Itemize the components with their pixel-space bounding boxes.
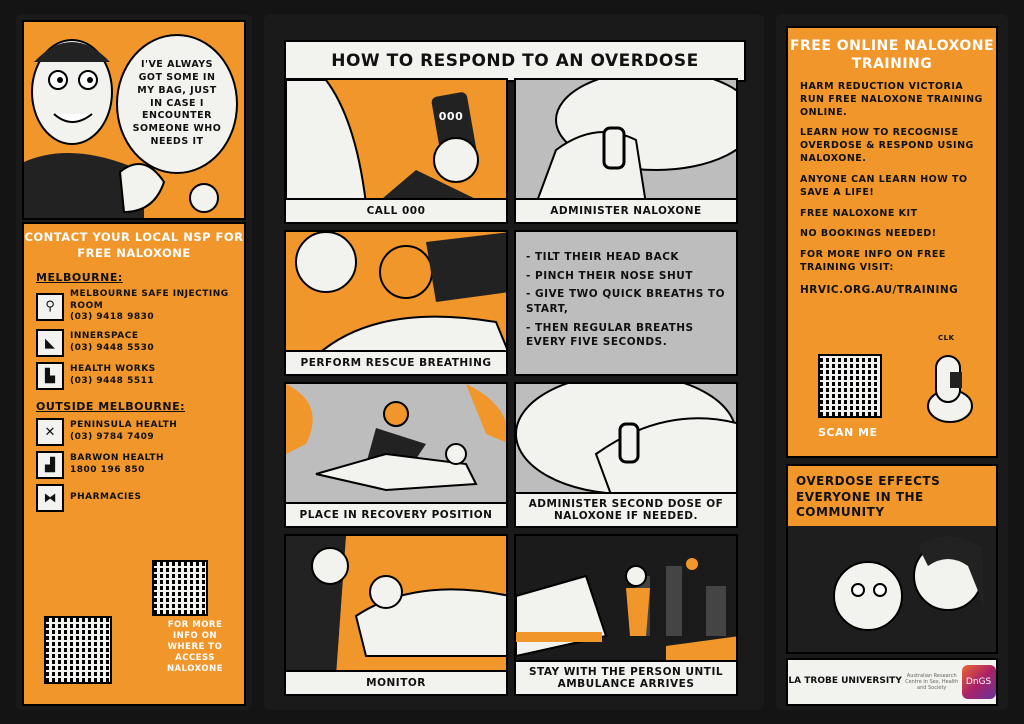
training-more-info: FOR MORE INFO ON FREE TRAINING VISIT: <box>800 249 946 273</box>
pharmacies-qr-code[interactable] <box>152 560 208 616</box>
service-phone: (03) 9418 9830 <box>70 312 155 323</box>
caption: STAY WITH THE PERSON UNTIL AMBULANCE ARRIVES <box>516 660 736 694</box>
partner-logos <box>786 658 998 706</box>
peninsula-health-logo-icon: ✕ <box>36 418 64 446</box>
service-phone: (03) 9784 7409 <box>70 432 155 443</box>
training-anyone: ANYONE CAN LEARN HOW TO SAVE A LIFE! <box>800 173 968 198</box>
recovery-position-scene <box>286 384 506 504</box>
service-phone: 1800 196 850 <box>70 465 145 476</box>
step-recovery-position <box>284 382 508 528</box>
contact-title: CONTACT YOUR LOCAL NSP FOR FREE NALOXONE <box>24 230 244 260</box>
dngs-logo: DnGS <box>962 665 996 699</box>
pharmacy-logo-icon: ⧓ <box>36 484 64 512</box>
service-phone: (03) 9448 5511 <box>70 376 155 387</box>
step-text: - GIVE TWO QUICK BREATHS TO START, <box>526 288 726 316</box>
caption: PLACE IN RECOVERY POSITION <box>286 502 506 526</box>
speech-bubble: I'VE ALWAYS GOT SOME IN MY BAG, JUST IN CASE I ENCOUNTER SOMEONE WHO NEEDS IT <box>116 34 238 174</box>
caption: ADMINISTER NALOXONE <box>516 198 736 222</box>
service-innerspace <box>36 329 244 357</box>
training-qr-code[interactable] <box>818 354 882 418</box>
service-name: MELBOURNE SAFE INJECTING ROOM <box>70 289 229 311</box>
monitor-scene <box>286 536 506 672</box>
training-learn: LEARN HOW TO RECOGNISE OVERDOSE & RESPOND USING NALOXONE. <box>800 127 974 165</box>
community-effects-title: OVERDOSE EFFECTS EVERYONE IN THE COMMUNITY <box>796 474 941 520</box>
caption: MONITOR <box>286 670 506 694</box>
more-info-note: FOR MORE INFO ON WHERE TO ACCESS NALOXONE <box>166 620 224 675</box>
phone-screen-digits: 000 <box>438 110 464 123</box>
contact-section <box>22 222 246 706</box>
right-panel <box>776 14 1008 710</box>
training-no-bookings: NO BOOKINGS NEEDED! <box>800 228 937 240</box>
service-name: BARWON HEALTH <box>70 453 165 464</box>
service-peninsula <box>36 418 244 446</box>
service-name: PENINSULA HEALTH <box>70 420 178 431</box>
service-health-works <box>36 362 244 390</box>
call-scene <box>286 80 506 200</box>
outside-melbourne-heading: OUTSIDE MELBOURNE: <box>36 400 186 414</box>
training-kit: FREE NALOXONE KIT <box>800 207 918 219</box>
service-pharmacies <box>36 484 244 512</box>
service-phone: (03) 9448 5530 <box>70 343 155 354</box>
caption: PERFORM RESCUE BREATHING <box>286 350 506 374</box>
nasal-spray-scene <box>516 80 736 200</box>
page-title: HOW TO RESPOND TO AN OVERDOSE <box>284 40 746 82</box>
arcshs-logo: Australian Research Centre in Sex, Health and Society <box>905 673 959 691</box>
service-msir <box>36 289 244 324</box>
location-pin-icon: ⚲ <box>36 293 64 321</box>
training-section <box>786 26 998 458</box>
caption: ADMINISTER SECOND DOSE OF NALOXONE IF NEEDED. <box>516 492 736 526</box>
melbourne-heading: MELBOURNE: <box>36 271 123 285</box>
service-name: HEALTH WORKS <box>70 364 156 375</box>
left-panel <box>16 14 252 710</box>
innerspace-logo-icon: ◣ <box>36 329 64 357</box>
step-text: - PINCH THEIR NOSE SHUT <box>526 269 693 282</box>
step-second-dose <box>514 382 738 528</box>
service-name: INNERSPACE <box>70 331 139 342</box>
step-administer-naloxone <box>514 78 738 224</box>
step-monitor <box>284 534 508 696</box>
step-text: - TILT THEIR HEAD BACK <box>526 251 680 263</box>
training-intro: HARM REDUCTION VICTORIA RUN FREE NALOXONE TRAINING ONLINE. <box>800 81 983 118</box>
step-stay-with-person <box>514 534 738 696</box>
step-text: - THEN REGULAR BREATHS EVERY FIVE SECONDS. <box>526 321 694 349</box>
scan-me-label: SCAN ME <box>818 426 878 439</box>
service-barwon <box>36 451 244 479</box>
pharmacies-label: PHARMACIES <box>70 492 142 503</box>
rescue-breathing-steps <box>514 230 738 376</box>
community-effects-section <box>786 464 998 654</box>
la-trobe-logo: LA TROBE UNIVERSITY <box>788 676 902 687</box>
second-dose-scene <box>516 384 736 504</box>
intro-comic <box>22 20 246 220</box>
ambulance-scene <box>516 536 736 672</box>
rescue-breathing-scene <box>286 232 506 352</box>
step-call-000 <box>284 78 508 224</box>
step-rescue-breathing <box>284 230 508 376</box>
barwon-health-logo-icon: ▟ <box>36 451 64 479</box>
center-panel <box>264 14 764 710</box>
caption: CALL 000 <box>286 198 506 222</box>
character-with-phone-icon <box>920 346 980 426</box>
training-link[interactable]: HRVIC.ORG.AU/TRAINING <box>800 283 959 296</box>
clk-label: CLK <box>938 334 955 342</box>
health-works-logo-icon: ▙ <box>36 362 64 390</box>
training-title: FREE ONLINE NALOXONE TRAINING <box>789 38 995 72</box>
naloxone-access-qr-code[interactable] <box>44 616 112 684</box>
